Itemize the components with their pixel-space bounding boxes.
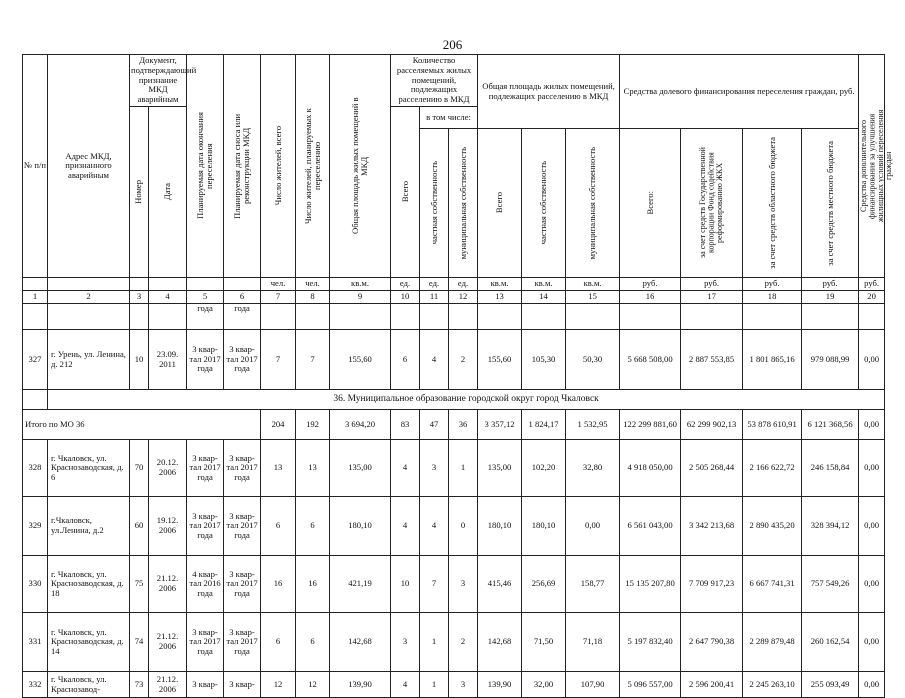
row-residents: 13 [261, 440, 296, 497]
unit-cell: руб. [681, 278, 743, 291]
row-doc-date: 21.12. 2006 [149, 556, 187, 613]
unit-cell: ед. [391, 278, 420, 291]
row-qty-private: 7 [420, 556, 449, 613]
header-resettled: Число жителей, планируемых к переселению [296, 55, 330, 278]
units-row [23, 278, 885, 291]
table-row [23, 330, 885, 390]
table-row [23, 613, 885, 672]
table-row [23, 497, 885, 556]
row-qty-private: 3 [420, 440, 449, 497]
column-numbers-row [23, 291, 885, 304]
col-number: 2 [48, 291, 130, 304]
row-address: г. Урень, ул. Ленина, д. 212 [48, 330, 130, 390]
row-area-municipal: 50,30 [566, 330, 620, 390]
total-label: Итого по МО 36 [23, 410, 261, 440]
row-area-total: 142,68 [478, 613, 522, 672]
row-qty-private: 4 [420, 330, 449, 390]
col-number: 3 [130, 291, 149, 304]
total-fin-local: 6 121 368,56 [802, 410, 859, 440]
total-qty-total: 83 [391, 410, 420, 440]
row-fin-total: 5 096 557,00 [620, 672, 681, 698]
row-fin-fund: 2 505 268,44 [681, 440, 743, 497]
table-row [23, 556, 885, 613]
row-end-date: 3 квар- тал 2017 года [187, 440, 224, 497]
row-fin-extra: 0,00 [859, 613, 885, 672]
row-end-date: 4 квар- тал 2016 года [187, 556, 224, 613]
col-number: 6 [224, 291, 261, 304]
row-demolition-date: 3 квар- [224, 672, 261, 698]
header-extra-financing: Средства дополнительного финансирования за улучшения жилищных условий переселения граждан [859, 55, 885, 278]
row-qty-private: 1 [420, 672, 449, 698]
header-num: № п/п [23, 55, 48, 278]
row-fin-region: 2 890 435,20 [743, 497, 802, 556]
header-residents: Число жителей, всего [261, 55, 296, 278]
page-number: 206 [442, 37, 463, 52]
row-fin-local: 757 549,26 [802, 556, 859, 613]
row-fin-extra: 0,00 [859, 330, 885, 390]
unit-cell: чел. [261, 278, 296, 291]
header-fin-region: за счет средств областного бюджета [743, 129, 802, 278]
row-area-municipal: 0,00 [566, 497, 620, 556]
header-qty-incl: в том числе: [420, 107, 478, 129]
row-doc-number: 75 [130, 556, 149, 613]
row-doc-date: 21.12. 2006 [149, 613, 187, 672]
row-end-date: 3 квар- тал 2017 года [187, 330, 224, 390]
header-financing: Средства долевого финансирования переселения граждан, руб. [620, 55, 859, 129]
row-doc-date: 23.09. 2011 [149, 330, 187, 390]
row-num: 332 [23, 672, 48, 698]
row-resettled: 12 [296, 672, 330, 698]
row-fin-region: 2 245 263,10 [743, 672, 802, 698]
unit-cell: кв.м. [566, 278, 620, 291]
row-address: г. Чкаловск, ул. Краснозаводская, д. 14 [48, 613, 130, 672]
row-demolition-date: 3 квар- тал 2017 года [224, 613, 261, 672]
header-quantity: Количество расселяемых жилых помещений, подлежащих расселению в МКД [391, 55, 478, 107]
row-qty-total: 4 [391, 497, 420, 556]
row-fin-local: 260 162,54 [802, 613, 859, 672]
row-address: г. Чкаловск, ул. Краснозаводская, д. 6 [48, 440, 130, 497]
row-fin-fund: 3 342 213,68 [681, 497, 743, 556]
row-fin-fund: 2 596 200,41 [681, 672, 743, 698]
row-area-total: 135,00 [478, 440, 522, 497]
unit-cell: чел. [296, 278, 330, 291]
row-fin-region: 6 667 741,31 [743, 556, 802, 613]
row-num: 329 [23, 497, 48, 556]
header-area-total: Всего [478, 129, 522, 278]
unit-cell: руб. [802, 278, 859, 291]
table-row [23, 672, 885, 698]
row-doc-number: 10 [130, 330, 149, 390]
row-fin-region: 2 166 622,72 [743, 440, 802, 497]
header-qty-municipal: муниципальная собственность [449, 129, 478, 278]
col-number: 5 [187, 291, 224, 304]
header-address: Адрес МКД, признанного аварийным [48, 55, 130, 278]
section-title: 36. Муниципальное образование городской округ город Чкаловск [48, 390, 885, 410]
row-area-total: 155,60 [478, 330, 522, 390]
col-number: 8 [296, 291, 330, 304]
header-fin-local: за счет средств местного бюджета [802, 129, 859, 278]
col-number: 17 [681, 291, 743, 304]
row-qty-total: 4 [391, 440, 420, 497]
unit-cell: руб. [620, 278, 681, 291]
row-fin-local: 255 093,49 [802, 672, 859, 698]
row-qty-municipal: 2 [449, 613, 478, 672]
header-fin-total: Всего: [620, 129, 681, 278]
header-demolition-date: Планируемая дата сноса или реконструкции МКД [224, 55, 261, 278]
row-qty-municipal: 1 [449, 440, 478, 497]
row-qty-municipal: 2 [449, 330, 478, 390]
total-fin-total: 122 299 881,60 [620, 410, 681, 440]
unit-cell: руб. [859, 278, 885, 291]
row-resettled: 7 [296, 330, 330, 390]
col-number: 16 [620, 291, 681, 304]
row-fin-region: 1 801 865,16 [743, 330, 802, 390]
unit-cell: ед. [449, 278, 478, 291]
row-resettled: 6 [296, 497, 330, 556]
row-doc-number: 74 [130, 613, 149, 672]
row-qty-municipal: 3 [449, 672, 478, 698]
row-address: г.Чкаловск, ул.Ленина, д.2 [48, 497, 130, 556]
row-residents: 16 [261, 556, 296, 613]
row-qty-total: 6 [391, 330, 420, 390]
row-area-private: 32,00 [522, 672, 566, 698]
row-num: 331 [23, 613, 48, 672]
row-fin-fund: 2 647 790,38 [681, 613, 743, 672]
carry-over-row [23, 304, 885, 330]
col-number: 11 [420, 291, 449, 304]
col-number: 10 [391, 291, 420, 304]
row-area-private: 71,50 [522, 613, 566, 672]
col-number: 20 [859, 291, 885, 304]
row-qty-total: 10 [391, 556, 420, 613]
row-address: г. Чкаловск, ул. Краснозавод- [48, 672, 130, 698]
row-fin-total: 4 918 050,00 [620, 440, 681, 497]
total-area: 3 694,20 [330, 410, 391, 440]
col-number: 1 [23, 291, 48, 304]
row-qty-municipal: 3 [449, 556, 478, 613]
row-fin-total: 15 135 207,80 [620, 556, 681, 613]
row-end-date: 3 квар- тал 2017 года [187, 497, 224, 556]
row-residents: 7 [261, 330, 296, 390]
total-fin-extra: 0,00 [859, 410, 885, 440]
header-qty-private: частная собственность [420, 129, 449, 278]
row-qty-municipal: 0 [449, 497, 478, 556]
row-area-private: 105,30 [522, 330, 566, 390]
row-end-date: 3 квар- тал 2017 года [187, 613, 224, 672]
header-living-area: Общая площадь жилых помещений в МКД [330, 55, 391, 278]
total-qty-private: 47 [420, 410, 449, 440]
unit-cell: кв.м. [522, 278, 566, 291]
unit-cell: кв.м. [478, 278, 522, 291]
col-number: 9 [330, 291, 391, 304]
section-row [23, 390, 885, 410]
header-end-date: Планируемая дата окончания переселения [187, 55, 224, 278]
row-resettled: 16 [296, 556, 330, 613]
row-area-total: 139,90 [478, 672, 522, 698]
col-number: 18 [743, 291, 802, 304]
row-fin-fund: 2 887 553,85 [681, 330, 743, 390]
total-area-municipal: 1 532,95 [566, 410, 620, 440]
row-area-municipal: 158,77 [566, 556, 620, 613]
table-row [23, 440, 885, 497]
row-resettled: 6 [296, 613, 330, 672]
total-qty-municipal: 36 [449, 410, 478, 440]
row-fin-region: 2 289 879,48 [743, 613, 802, 672]
header-area-private: частная собственность [522, 129, 566, 278]
row-fin-total: 6 561 043,00 [620, 497, 681, 556]
row-qty-total: 4 [391, 672, 420, 698]
row-area: 155,60 [330, 330, 391, 390]
row-area: 142,68 [330, 613, 391, 672]
total-fin-region: 53 878 610,91 [743, 410, 802, 440]
row-num: 328 [23, 440, 48, 497]
row-doc-number: 60 [130, 497, 149, 556]
header-qty-total: Всего [391, 107, 420, 278]
row-area-total: 415,46 [478, 556, 522, 613]
header-doc-number: Номер [130, 107, 149, 278]
row-num: 327 [23, 330, 48, 390]
row-fin-local: 979 088,99 [802, 330, 859, 390]
total-resettled: 192 [296, 410, 330, 440]
row-area: 421,19 [330, 556, 391, 613]
header-area-municipal: муниципальная собственность [566, 129, 620, 278]
unit-cell: ед. [420, 278, 449, 291]
carry-end-date: года [187, 304, 224, 330]
header-row-1 [23, 55, 885, 107]
header-fin-fund: за счет средств Государственной корпорации Фонд содействия реформированию ЖКХ [681, 129, 743, 278]
row-doc-date: 20.12. 2006 [149, 440, 187, 497]
unit-cell: кв.м. [330, 278, 391, 291]
resettlement-table [22, 54, 894, 698]
col-number: 15 [566, 291, 620, 304]
row-area-private: 256,69 [522, 556, 566, 613]
row-residents: 12 [261, 672, 296, 698]
row-fin-extra: 0,00 [859, 440, 885, 497]
row-demolition-date: 3 квар- тал 2017 года [224, 497, 261, 556]
row-end-date: 3 квар- [187, 672, 224, 698]
row-area: 139,90 [330, 672, 391, 698]
row-residents: 6 [261, 497, 296, 556]
row-fin-extra: 0,00 [859, 672, 885, 698]
row-area-municipal: 32,80 [566, 440, 620, 497]
row-fin-fund: 7 709 917,23 [681, 556, 743, 613]
row-demolition-date: 3 квар- тал 2017 года [224, 330, 261, 390]
row-address: г. Чкаловск, ул. Краснозаводская, д. 18 [48, 556, 130, 613]
row-fin-extra: 0,00 [859, 556, 885, 613]
row-area-total: 180,10 [478, 497, 522, 556]
col-number: 12 [449, 291, 478, 304]
total-fin-fund: 62 299 902,13 [681, 410, 743, 440]
row-area-private: 180,10 [522, 497, 566, 556]
row-doc-date: 19.12. 2006 [149, 497, 187, 556]
row-demolition-date: 3 квар- тал 2017 года [224, 556, 261, 613]
carry-demolition-date: года [224, 304, 261, 330]
total-area-private: 1 824,17 [522, 410, 566, 440]
row-fin-total: 5 197 832,40 [620, 613, 681, 672]
header-area: Общая площадь жилых помещений, подлежащих расселению в МКД [478, 55, 620, 129]
row-residents: 6 [261, 613, 296, 672]
row-area: 135,00 [330, 440, 391, 497]
row-area: 180,10 [330, 497, 391, 556]
total-residents: 204 [261, 410, 296, 440]
col-number: 7 [261, 291, 296, 304]
row-fin-total: 5 668 508,00 [620, 330, 681, 390]
row-doc-number: 73 [130, 672, 149, 698]
row-demolition-date: 3 квар- тал 2017 года [224, 440, 261, 497]
col-number: 4 [149, 291, 187, 304]
row-qty-private: 4 [420, 497, 449, 556]
row-qty-total: 3 [391, 613, 420, 672]
row-fin-local: 328 394,12 [802, 497, 859, 556]
unit-cell: руб. [743, 278, 802, 291]
row-qty-private: 1 [420, 613, 449, 672]
total-row [23, 410, 885, 440]
row-fin-extra: 0,00 [859, 497, 885, 556]
col-number: 19 [802, 291, 859, 304]
col-number: 14 [522, 291, 566, 304]
row-area-private: 102,20 [522, 440, 566, 497]
row-doc-number: 70 [130, 440, 149, 497]
row-area-municipal: 107,90 [566, 672, 620, 698]
row-doc-date: 21.12. 2006 [149, 672, 187, 698]
row-fin-local: 246 158,84 [802, 440, 859, 497]
row-num: 330 [23, 556, 48, 613]
row-resettled: 13 [296, 440, 330, 497]
header-doc-date: Дата [149, 107, 187, 278]
total-area-total: 3 357,12 [478, 410, 522, 440]
row-area-municipal: 71,18 [566, 613, 620, 672]
header-document: Документ, подтверждающий признание МКД аварийным [130, 55, 187, 107]
col-number: 13 [478, 291, 522, 304]
